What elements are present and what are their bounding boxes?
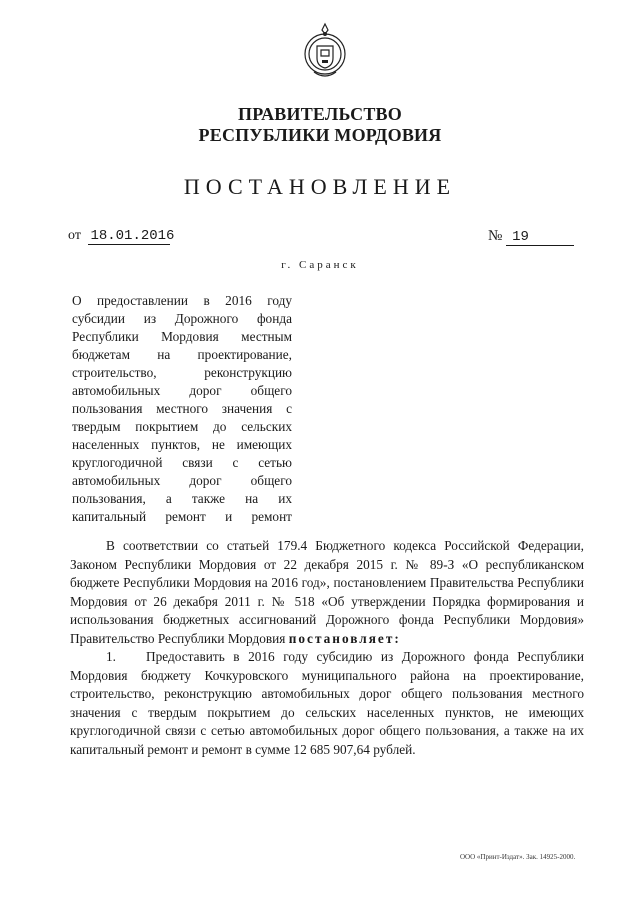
decides-word: постановляет: — [288, 630, 401, 646]
decree-body — [70, 537, 584, 759]
city-line: г. Саранск — [281, 259, 359, 271]
preamble-paragraph — [70, 537, 584, 648]
print-note: ООО «Принт-Издат». Зак. 14925-2000. — [460, 853, 576, 861]
government-title-line1: ПРАВИТЕЛЬСТВО — [238, 104, 402, 124]
coat-of-arms-icon — [300, 20, 350, 84]
date-from-label: от — [68, 228, 81, 243]
government-title — [0, 104, 640, 146]
decree-subject: О предоставлении в 2016 году субсидии из Дорожного фонда Республики Мордовия местным бюджетам на проектирование, строительство, реконструкцию автомобильных дорог общего пользования местного значения с твердым покрытием до сельских населенных пунктов, не имеющих круглогодичной связи с сетью автомобильных дорог общего пользования, а также на их капитальный ремонт и ремонт — [72, 293, 292, 524]
preamble-text: В соответствии со статьей 179.4 Бюджетного кодекса Российской Федерации, Законом Республики Мордовия от 22 декабря 2015 г. № 89-З «О республиканском бюджете Республики Мордовия на 2016 год», постановлением Правительства Республики Мордовия от 26 декабря 2011 г. № 518 «Об утверждении Порядка формирования и использования бюджетных ассигнований Дорожного фонда Республики Мордовия» Правительство Республики Мордовия — [70, 538, 584, 646]
date-row — [68, 228, 175, 245]
decree-date: 18.01.2016 — [90, 228, 175, 244]
decree-title: ПОСТАНОВЛЕНИЕ — [183, 174, 457, 199]
number-label: № — [488, 228, 503, 244]
item-1-text: Предоставить в 2016 году субсидию из Дорожного фонда Республики Мордовия бюджету Кочкуровского муниципального района на проектирование, строительство, реконструкцию автомобильных дорог общего пользования местного значения с твердым покрытием до сельских населенных пунктов, не имеющих круглогодичной связи с сетью автомобильных дорог общего пользования, а также на их капитальный ремонт и ремонт в сумме 12 685 907,64 рублей. — [70, 649, 584, 757]
item-1-paragraph — [70, 648, 584, 759]
item-1-number: 1. — [106, 649, 116, 664]
decree-number: 19 — [506, 229, 574, 246]
number-row — [488, 228, 574, 246]
government-title-line2: РЕСПУБЛИКИ МОРДОВИЯ — [198, 125, 442, 145]
